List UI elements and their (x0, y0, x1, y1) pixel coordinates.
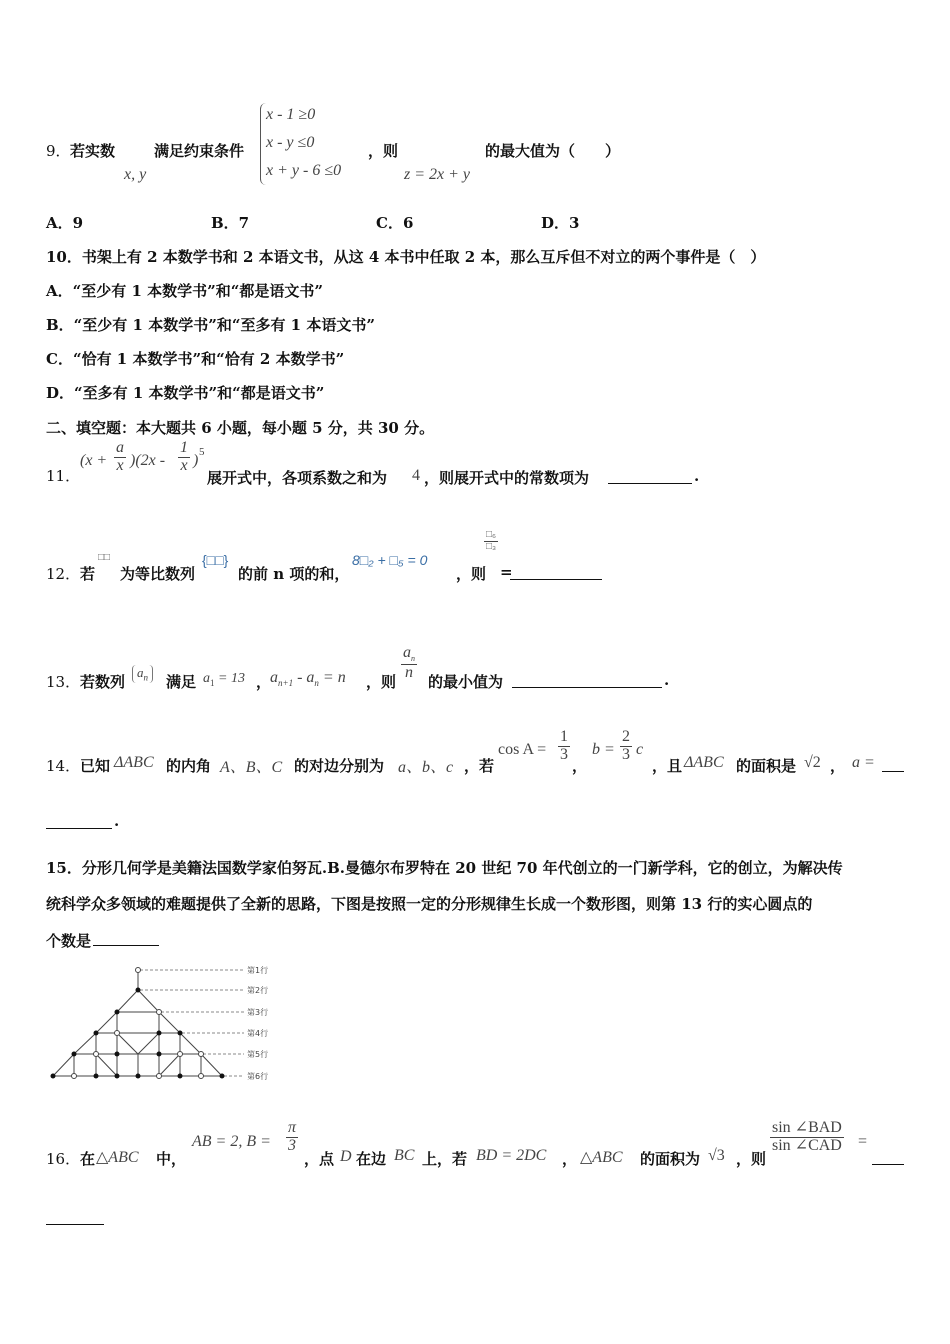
q15-line-1: 15．分形几何学是美籍法国数学家伯努瓦.B.曼德尔布罗特在 20 世纪 70 年代创立的一门新学科，它的创立，为解决传 (46, 859, 843, 877)
q13-frac-num (401, 645, 417, 665)
q11-text1: 展开式中，各项系数之和为 (207, 469, 388, 487)
q16-p6: ， (562, 1150, 578, 1168)
q14-c: c (636, 741, 644, 758)
q14-p6: 的面积是 (736, 757, 797, 775)
q13-fraction (401, 645, 417, 681)
q13-answer-blank[interactable] (512, 673, 662, 688)
q13-rec-c: = n (318, 669, 346, 686)
q13-p2: 满足 (166, 673, 197, 691)
q10-option-b: B．“至少有 1 本数学书”和“至多有 1 本语文书” (46, 316, 375, 334)
q14-frac-one-third (558, 729, 570, 764)
q9-constraint-system (260, 103, 376, 185)
q13-frac-den: n (405, 663, 413, 681)
q13-a1-letter: a (203, 671, 210, 686)
q14-end: . (114, 812, 120, 830)
q11-four: 4 (412, 467, 420, 484)
q13-rec-sub2: n (314, 678, 319, 689)
q16-p5: 上，若 (422, 1150, 468, 1168)
q14-answer-blank-2[interactable] (46, 814, 112, 829)
q14-sides: a、b、c (398, 759, 454, 776)
q11-answer-blank[interactable] (608, 469, 692, 484)
q14-sqrt2: √2 (804, 754, 821, 771)
q16-p1: 在 (80, 1150, 96, 1168)
row-label-1: 第1行 (247, 966, 269, 975)
q14-p1: 已知 (80, 757, 111, 775)
q12-ratio (484, 530, 498, 552)
q14-triangle: ΔABC (114, 754, 154, 771)
q12-p3: 的前 n 项的和， (238, 565, 350, 583)
q15-line-2: 统科学众多领域的难题提供了全新的思路，下图是按照一定的分形规律生长成一个数形图，则第 13 行的实心圆点的 (46, 895, 813, 913)
node-solid (178, 1074, 183, 1079)
q16-frac-pi-3 (286, 1120, 298, 1155)
q16-p2: 中， (156, 1150, 187, 1168)
q16-sqrt3: √3 (708, 1147, 725, 1164)
q10-option-a: A．“至少有 1 本数学书”和“都是语文书” (46, 282, 324, 300)
q11-frac-den: x (116, 456, 124, 474)
q13-a1-val: = 13 (214, 671, 245, 686)
q9-vars: x, y (124, 166, 147, 183)
q16-p4: 在边 (356, 1150, 387, 1168)
q13-seq-sub: n (143, 672, 148, 683)
node-solid (72, 1052, 77, 1057)
q13-rec-sub1: n+1 (278, 678, 294, 689)
q13-p4: 的最小值为 (428, 673, 504, 691)
q14-p5: ，且 (652, 757, 683, 775)
q14-p3: 的对边分别为 (294, 757, 385, 775)
row-label-3: 第3行 (247, 1008, 269, 1017)
q11-exponent: 5 (199, 446, 205, 458)
node-hollow (157, 1010, 162, 1015)
q14-comma: ， (572, 757, 588, 775)
q16-ratio-num: sin ∠BAD (772, 1119, 842, 1136)
q13-a1 (203, 671, 245, 688)
q10-option-c: C．“恰有 1 本数学书”和“恰有 2 本数学书” (46, 350, 345, 368)
q13-number: 13． (46, 673, 81, 691)
q12-symbol-an: {□□} (202, 552, 229, 568)
q16-ratio-den: sin ∠CAD (772, 1136, 842, 1154)
q9-objective: z = 2x + y (404, 166, 471, 183)
q14-frac2-num: 2 (622, 728, 630, 745)
q13-frac-num-sub: n (411, 654, 415, 664)
q13-a1-sub: 1 (210, 677, 215, 688)
q16-p3: ，点 (304, 1150, 335, 1168)
q13-rec-b: - a (293, 669, 315, 686)
q14-p2: 的内角 (166, 757, 212, 775)
q13-end: . (664, 671, 670, 689)
q11-frac2-den: x (180, 456, 188, 474)
q13-sep: ， (256, 673, 272, 691)
q14-cosA: cos A = (498, 741, 547, 758)
node-hollow (115, 1031, 120, 1036)
q11-expr-b: )(2x - (130, 452, 166, 469)
row-label-2: 第2行 (247, 986, 269, 995)
q13-frac-num-a: a (403, 644, 411, 661)
q13-rec-a: a (270, 669, 278, 686)
q13-recurrence (270, 669, 346, 688)
q9-number: 9． (46, 142, 71, 160)
q12-ratio-num: □₆ (484, 530, 498, 542)
q15-tree-edges (53, 970, 222, 1076)
q16-sine-ratio (770, 1120, 844, 1155)
q11-expr-a: (x + (80, 452, 108, 469)
node-hollow (199, 1074, 204, 1079)
q12-p1: 若 (80, 565, 96, 583)
q15-line-3 (46, 930, 159, 951)
q14-triangle-2: ΔABC (684, 754, 724, 771)
row-label-6: 第6行 (247, 1072, 269, 1081)
q11-number: 11． (46, 467, 81, 485)
q14-a-eq: a = (852, 754, 875, 771)
q13-seq (132, 665, 153, 683)
q9-prefix: 若实数 (70, 142, 116, 160)
q12-equation: 8□₂ + □₅ = 0 (352, 552, 428, 568)
node-solid (178, 1031, 183, 1036)
node-solid (157, 1031, 162, 1036)
q16-triangle-2: △ABC (580, 1149, 623, 1166)
q13-seq-a: a (137, 665, 144, 680)
q15-row-guides (140, 970, 244, 1076)
q16-eq: = (858, 1133, 868, 1150)
q10-option-d: D．“至多有 1 本数学书”和“都是语文书” (46, 384, 325, 402)
q14-p7: ， (830, 757, 846, 775)
node-solid (157, 1052, 162, 1057)
node-solid (115, 1074, 120, 1079)
q14-frac2-den: 3 (622, 745, 630, 763)
q16-D: D (340, 1148, 352, 1165)
q16-triangle: △ABC (96, 1149, 139, 1166)
q9-option-b: B．7 (211, 214, 250, 232)
section-2-heading: 二、填空题：本大题共 6 小题，每小题 5 分，共 30 分。 (46, 419, 435, 437)
q13-p1: 若数列 (80, 673, 126, 691)
node-solid (136, 988, 141, 993)
node-hollow (136, 968, 141, 973)
q9-constraint-3: x + y - 6 ≤0 (266, 162, 342, 179)
q12-p5: = (500, 563, 513, 581)
q14-p4: ，若 (464, 757, 495, 775)
q14-b-eq: b = (592, 741, 615, 758)
q14-frac-two-thirds (620, 729, 632, 764)
node-solid (220, 1074, 225, 1079)
q9-suffix: 的最大值为（ ） (485, 142, 621, 160)
node-solid (94, 1074, 99, 1079)
q11-frac-1-over-x (178, 440, 190, 475)
q12-ratio-den: □₃ (486, 540, 497, 552)
node-solid (136, 1074, 141, 1079)
node-hollow (94, 1052, 99, 1057)
q9-option-d: D．3 (541, 214, 580, 232)
q16-answer-blank-2[interactable] (46, 1210, 104, 1225)
q12-symbol-sn: □□ (98, 552, 111, 563)
q12-answer-blank[interactable] (510, 565, 602, 580)
q11-frac2-num: 1 (180, 439, 188, 456)
q16-given: AB = 2, B = (192, 1133, 271, 1150)
node-solid (115, 1052, 120, 1057)
q12-number: 12． (46, 565, 81, 583)
q11-end: . (694, 467, 700, 485)
q16-frac-num: π (288, 1119, 297, 1136)
q16-answer-blank-1[interactable] (872, 1150, 904, 1165)
node-solid (94, 1031, 99, 1036)
q14-frac1-den: 3 (560, 745, 568, 763)
q9-option-c: C．6 (376, 214, 414, 232)
q15-answer-blank[interactable] (93, 931, 159, 946)
node-hollow (199, 1052, 204, 1057)
q14-answer-blank-1[interactable] (882, 757, 904, 772)
q16-BC: BC (394, 1147, 415, 1164)
q11-frac-num: a (116, 439, 124, 456)
node-solid (115, 1010, 120, 1015)
q10-stem: 10．书架上有 2 本数学书和 2 本语文书，从这 4 本书中任取 2 本，那么互斥但不对立的两个事件是（ ） (46, 248, 766, 266)
q9-then: ，则 (368, 142, 399, 160)
q16-p8: ，则 (736, 1150, 767, 1168)
q11-frac-a-over-x (114, 440, 126, 475)
q16-bd-eq: BD = 2DC (476, 1147, 547, 1164)
q14-angles: A、B、C (220, 759, 283, 776)
row-label-4: 第4行 (247, 1029, 269, 1038)
q9-mid: 满足约束条件 (154, 142, 245, 160)
q9-constraint-2: x - y ≤0 (266, 134, 315, 151)
q16-frac-den: 3 (288, 1136, 296, 1154)
q15-line-3-text: 个数是 (46, 932, 92, 950)
q9-option-a: A．9 (46, 214, 84, 232)
q12-p2: 为等比数列 (120, 565, 196, 583)
node-hollow (178, 1052, 183, 1057)
q11-text2: ，则展开式中的常数项为 (424, 469, 590, 487)
q14-frac1-num: 1 (560, 728, 568, 745)
node-hollow (72, 1074, 77, 1079)
q13-p3: ，则 (366, 673, 397, 691)
row-label-5: 第5行 (247, 1050, 269, 1059)
q16-number: 16． (46, 1150, 81, 1168)
q16-p7: 的面积为 (640, 1150, 701, 1168)
q12-p4: ，则 (456, 565, 487, 583)
node-hollow (157, 1074, 162, 1079)
q11-expr-c: ) (193, 452, 199, 469)
node-solid (51, 1074, 56, 1079)
q14-number: 14． (46, 757, 81, 775)
q9-constraint-1: x - 1 ≥0 (266, 106, 316, 123)
q15-fractal-figure (40, 958, 280, 1086)
